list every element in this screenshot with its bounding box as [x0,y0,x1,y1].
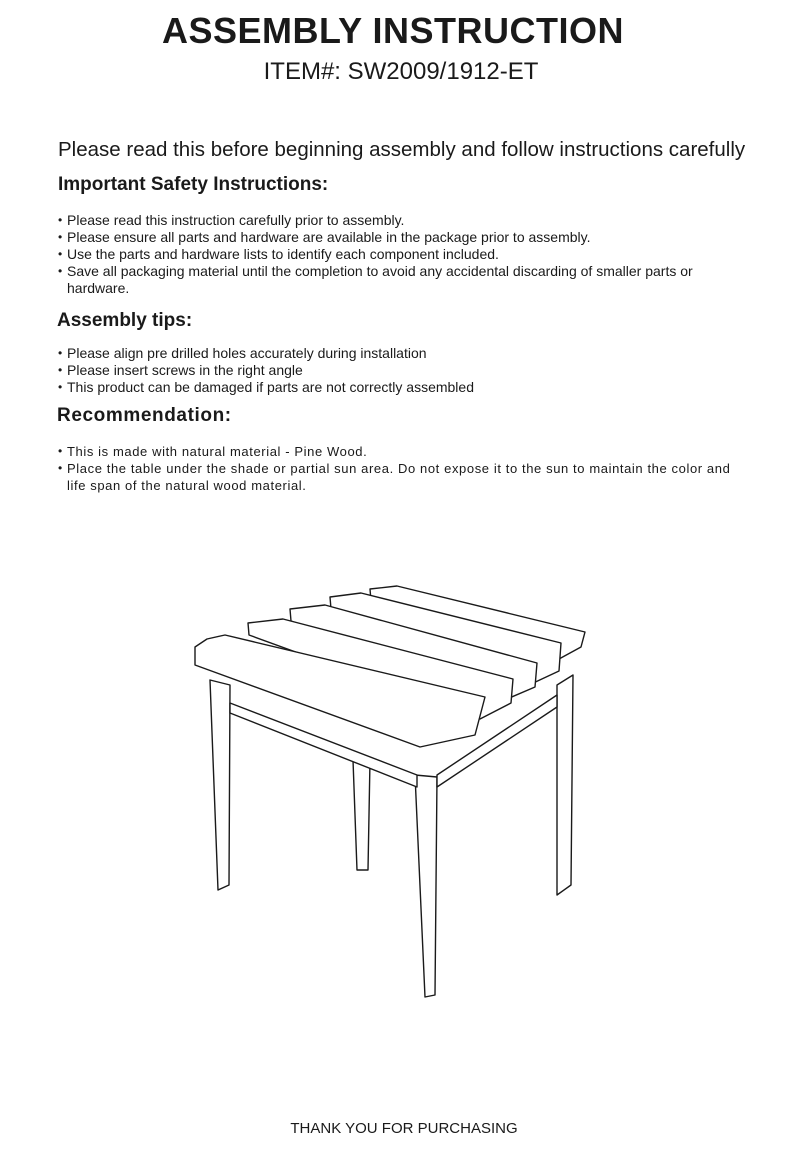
footer-text: THANK YOU FOR PURCHASING [290,1120,518,1137]
table-leg [557,675,573,895]
list-item: • Save all packaging material until the completion to avoid any accidental discarding of smaller parts or hardware. [58,263,738,297]
tips-heading: Assembly tips: [57,310,193,331]
recommendation-heading: Recommendation: [57,405,232,426]
safety-heading: Important Safety Instructions: [58,174,329,195]
list-item: • This is made with natural material - Pine Wood. [58,443,748,460]
list-item: • Use the parts and hardware lists to identify each component included. [58,246,738,263]
safety-list [58,212,738,297]
item-number: ITEM#: SW2009/1912-ET [263,58,539,85]
list-item: • Please insert screws in the right angle [58,362,738,379]
list-item: • Please read this instruction carefully prior to assembly. [58,212,738,229]
list-item: • Place the table under the shade or partial sun area. Do not expose it to the sun to maintain the color and life span of the natural wood material. [58,460,748,494]
tips-list [58,345,738,396]
document-title: ASSEMBLY INSTRUCTION [161,10,625,51]
table-leg [415,775,437,997]
table-leg [210,680,230,890]
table-leg [353,760,370,870]
list-item: • This product can be damaged if parts are not correctly assembled [58,379,738,396]
recommendation-list [58,443,748,494]
side-table-illustration [185,585,595,1005]
intro-text: Please read this before beginning assembly and follow instructions carefully [58,138,746,161]
list-item: • Please align pre drilled holes accurately during installation [58,345,738,362]
list-item: • Please ensure all parts and hardware are available in the package prior to assembly. [58,229,738,246]
